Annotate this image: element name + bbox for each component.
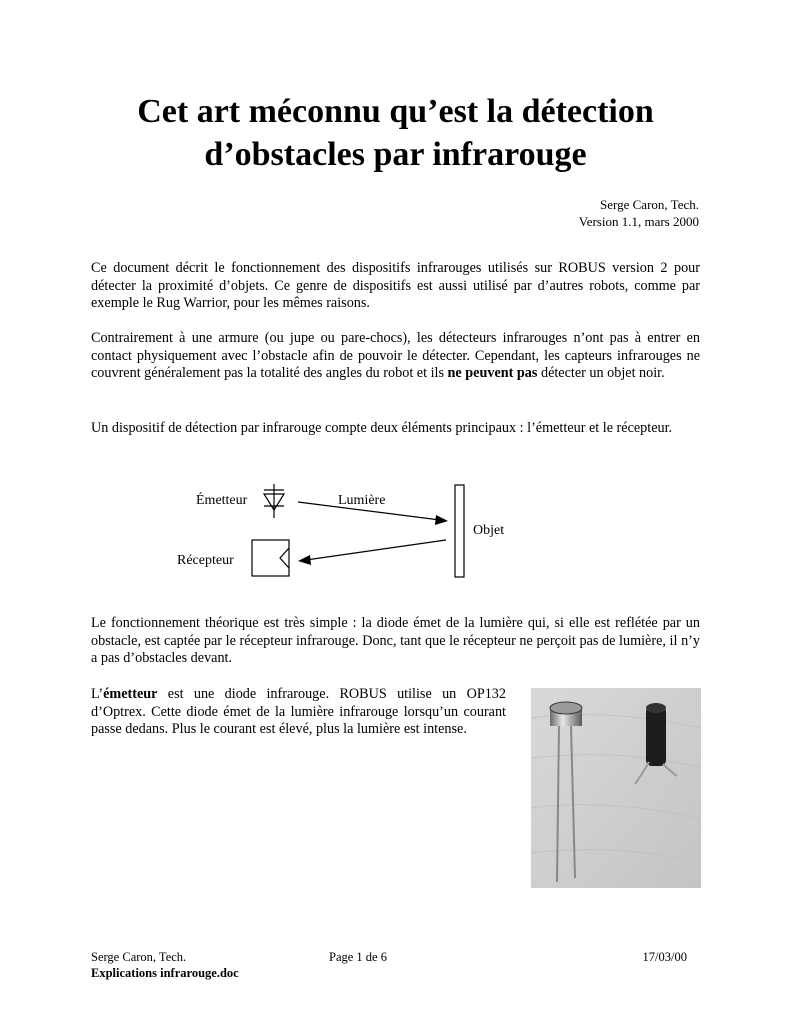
paragraph-contact-end: détecter un objet noir. xyxy=(537,365,665,381)
reflected-light-arrow xyxy=(298,540,446,565)
author-name: Serge Caron, Tech. xyxy=(600,197,699,212)
title-line-1: Cet art méconnu qu’est la détection xyxy=(137,93,654,130)
paragraph-emitter xyxy=(91,686,506,739)
paragraph-emitter-start: L’ xyxy=(91,686,104,702)
paragraph-emitter-bold: émetteur xyxy=(103,686,158,702)
footer-date: 17/03/00 xyxy=(642,950,687,964)
document-version: Version 1.1, mars 2000 xyxy=(578,214,699,229)
paragraph-emitter-text: est une diode infrarouge. ROBUS utilise un OP132 d’Optrex. Cette diode émet de la lumière infrarouge lorsqu’un courant passe dedans. Plus le courant est élevé, plus la lumière est intense. xyxy=(91,686,506,737)
object-bar xyxy=(455,485,464,577)
diagram-label-object: Objet xyxy=(473,523,505,538)
paragraph-intro: Ce document décrit le fonctionnement des dispositifs infrarouges utilisés sur ROBUS version 2 pour détecter la proximité d’objets. Ce genre de dispositifs est aussi utilisé par d’autres robots, comme par exemple le Rug Warrior, pour les mêmes raisons. xyxy=(91,260,700,311)
diode-symbol xyxy=(264,484,284,518)
footer-left xyxy=(91,949,239,981)
footer-page-number: Page 1 de 6 xyxy=(329,950,387,964)
diagram-label-emitter: Émetteur xyxy=(196,493,248,508)
paragraph-contact xyxy=(91,330,700,383)
author-block xyxy=(579,196,699,230)
emitter-photo xyxy=(531,688,701,888)
document-title xyxy=(60,90,731,176)
paragraph-elements: Un dispositif de détection par infrarouge compte deux éléments principaux : l’émetteur et le récepteur. xyxy=(91,420,673,436)
receiver-symbol xyxy=(252,540,289,576)
paragraph-contact-bold: ne peuvent pas xyxy=(447,365,538,381)
footer-filename: Explications infrarouge.doc xyxy=(91,966,239,980)
ir-detection-diagram xyxy=(170,478,530,588)
footer-author: Serge Caron, Tech. xyxy=(91,950,187,964)
paragraph-operation: Le fonctionnement théorique est très simple : la diode émet de la lumière qui, si elle est reflétée par un obstacle, est captée par le récepteur infrarouge. Donc, tant que le récepteur ne perçoit pas de lumière, il n’y a pas d’obstacles devant. xyxy=(91,615,700,666)
paragraph-contact-text: Contrairement à une armure (ou jupe ou pare-chocs), les détecteurs infrarouges n’ont pas à entrer en contact physiquement avec l’obstacle afin de pouvoir le détecter. Cependant, les capteurs infrarouges ne couvrent généralement pas la totalité des angles du robot et ils xyxy=(91,330,700,381)
diagram-label-light: Lumière xyxy=(338,493,386,508)
title-line-2: d’obstacles par infrarouge xyxy=(204,136,587,173)
diagram-label-receiver: Récepteur xyxy=(177,553,234,568)
